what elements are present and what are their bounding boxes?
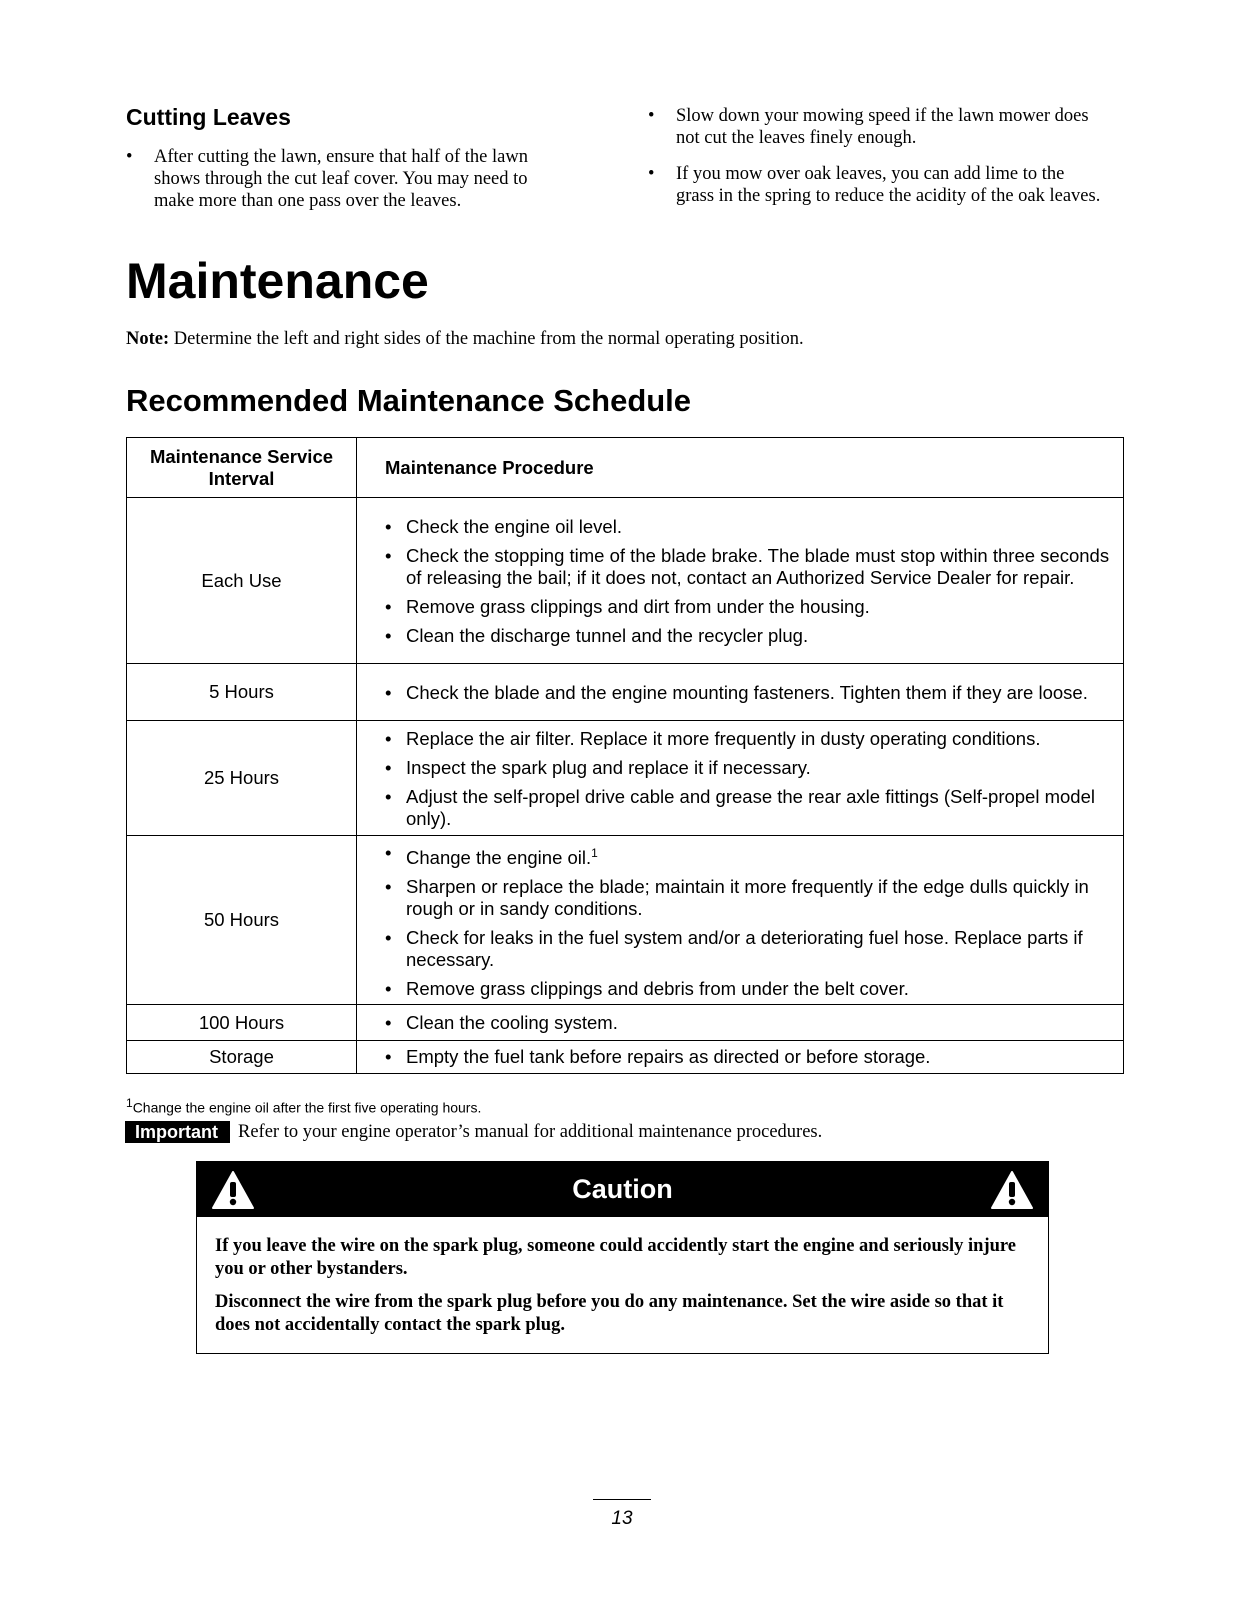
caution-body — [197, 1217, 1048, 1337]
important-text: Refer to your engine operator’s manual for additional maintenance procedures. — [238, 1121, 823, 1142]
interval-cell: 50 Hours — [127, 836, 357, 1005]
note — [126, 329, 804, 350]
footnote-text: Change the engine oil after the first five operating hours. — [132, 1099, 482, 1116]
list-item: • Check the engine oil level. — [385, 516, 1115, 538]
maintenance-schedule-table — [126, 437, 1124, 1074]
footnote-mark: 1 — [591, 846, 598, 860]
warning-triangle-icon — [211, 1170, 255, 1210]
cutting-leaves-list-left — [126, 146, 566, 226]
caution-paragraph: Disconnect the wire from the spark plug before you do any maintenance. Set the wire aside so that it does not accidentally contact the spark plug. — [215, 1292, 1004, 1335]
cutting-leaves-heading: Cutting Leaves — [126, 104, 291, 130]
list-item: • Inspect the spark plug and replace it if necessary. — [385, 757, 1115, 779]
interval-cell: 25 Hours — [127, 721, 357, 836]
list-item: • Check for leaks in the fuel system and/or a deteriorating fuel hose. Replace parts if necessary. — [385, 927, 1115, 971]
table-row — [127, 836, 1124, 1005]
important-label: Important — [125, 1121, 230, 1143]
list-item: • Slow down your mowing speed if the lawn mower does not cut the leaves finely enough. — [648, 105, 1103, 149]
list-item: • After cutting the lawn, ensure that half of the lawn shows through the cut leaf cover. You may need to make more than one pass over the leaves. — [126, 146, 566, 212]
list-item: • Check the blade and the engine mounting fasteners. Tighten them if they are loose. — [385, 682, 1115, 704]
list-item: • Replace the air filter. Replace it more frequently in dusty operating conditions. — [385, 728, 1115, 750]
cutting-leaves-list-right — [648, 105, 1103, 221]
page-number: 13 — [611, 1508, 633, 1529]
important-notice — [125, 1121, 822, 1143]
schedule-heading: Recommended Maintenance Schedule — [126, 383, 692, 418]
note-text: Determine the left and right sides of the machine from the normal operating position. — [169, 329, 804, 349]
caution-paragraph: If you leave the wire on the spark plug, someone could accidently start the engine and seriously injure you or other bystanders. — [215, 1236, 1016, 1279]
footnote-mark: 1 — [126, 1096, 133, 1110]
footnote — [126, 1096, 481, 1116]
warning-triangle-icon — [990, 1170, 1034, 1210]
interval-cell: 5 Hours — [127, 664, 357, 721]
header-interval: Maintenance Service Interval — [127, 438, 357, 498]
note-label: Note: — [126, 329, 170, 349]
page-title: Maintenance — [126, 253, 429, 309]
list-item: • Clean the cooling system. — [385, 1012, 1115, 1034]
list-item: • Remove grass clippings and dirt from under the housing. — [385, 596, 1115, 618]
interval-cell: Storage — [127, 1041, 357, 1074]
header-procedure: Maintenance Procedure — [357, 438, 1124, 498]
interval-cell: Each Use — [127, 498, 357, 664]
table-row — [127, 1005, 1124, 1041]
table-row — [127, 1041, 1124, 1074]
page-number-rule — [593, 1499, 651, 1500]
table-row — [127, 721, 1124, 836]
list-item: • Clean the discharge tunnel and the recycler plug. — [385, 625, 1115, 647]
interval-cell: 100 Hours — [127, 1005, 357, 1041]
list-item: • Empty the fuel tank before repairs as directed or before storage. — [385, 1046, 1115, 1068]
table-row — [127, 664, 1124, 721]
caution-title: Caution — [572, 1174, 673, 1204]
caution-box — [196, 1161, 1049, 1354]
list-item: • Check the stopping time of the blade brake. The blade must stop within three seconds of releasing the bail; if it does not, contact an Authorized Service Dealer for repair. — [385, 545, 1115, 589]
table-row — [127, 498, 1124, 664]
list-item: • Sharpen or replace the blade; maintain it more frequently if the edge dulls quickly in rough or in sandy conditions. — [385, 876, 1115, 920]
list-item: • If you mow over oak leaves, you can add lime to the grass in the spring to reduce the acidity of the oak leaves. — [648, 163, 1103, 207]
caution-header — [197, 1162, 1048, 1217]
list-item: • Remove grass clippings and debris from under the belt cover. — [385, 978, 1115, 1000]
list-item — [385, 842, 1115, 869]
table-header-row — [127, 438, 1124, 498]
list-item: • Adjust the self-propel drive cable and grease the rear axle fittings (Self-propel model only). — [385, 786, 1115, 830]
item-text: Change the engine oil. — [406, 847, 592, 869]
